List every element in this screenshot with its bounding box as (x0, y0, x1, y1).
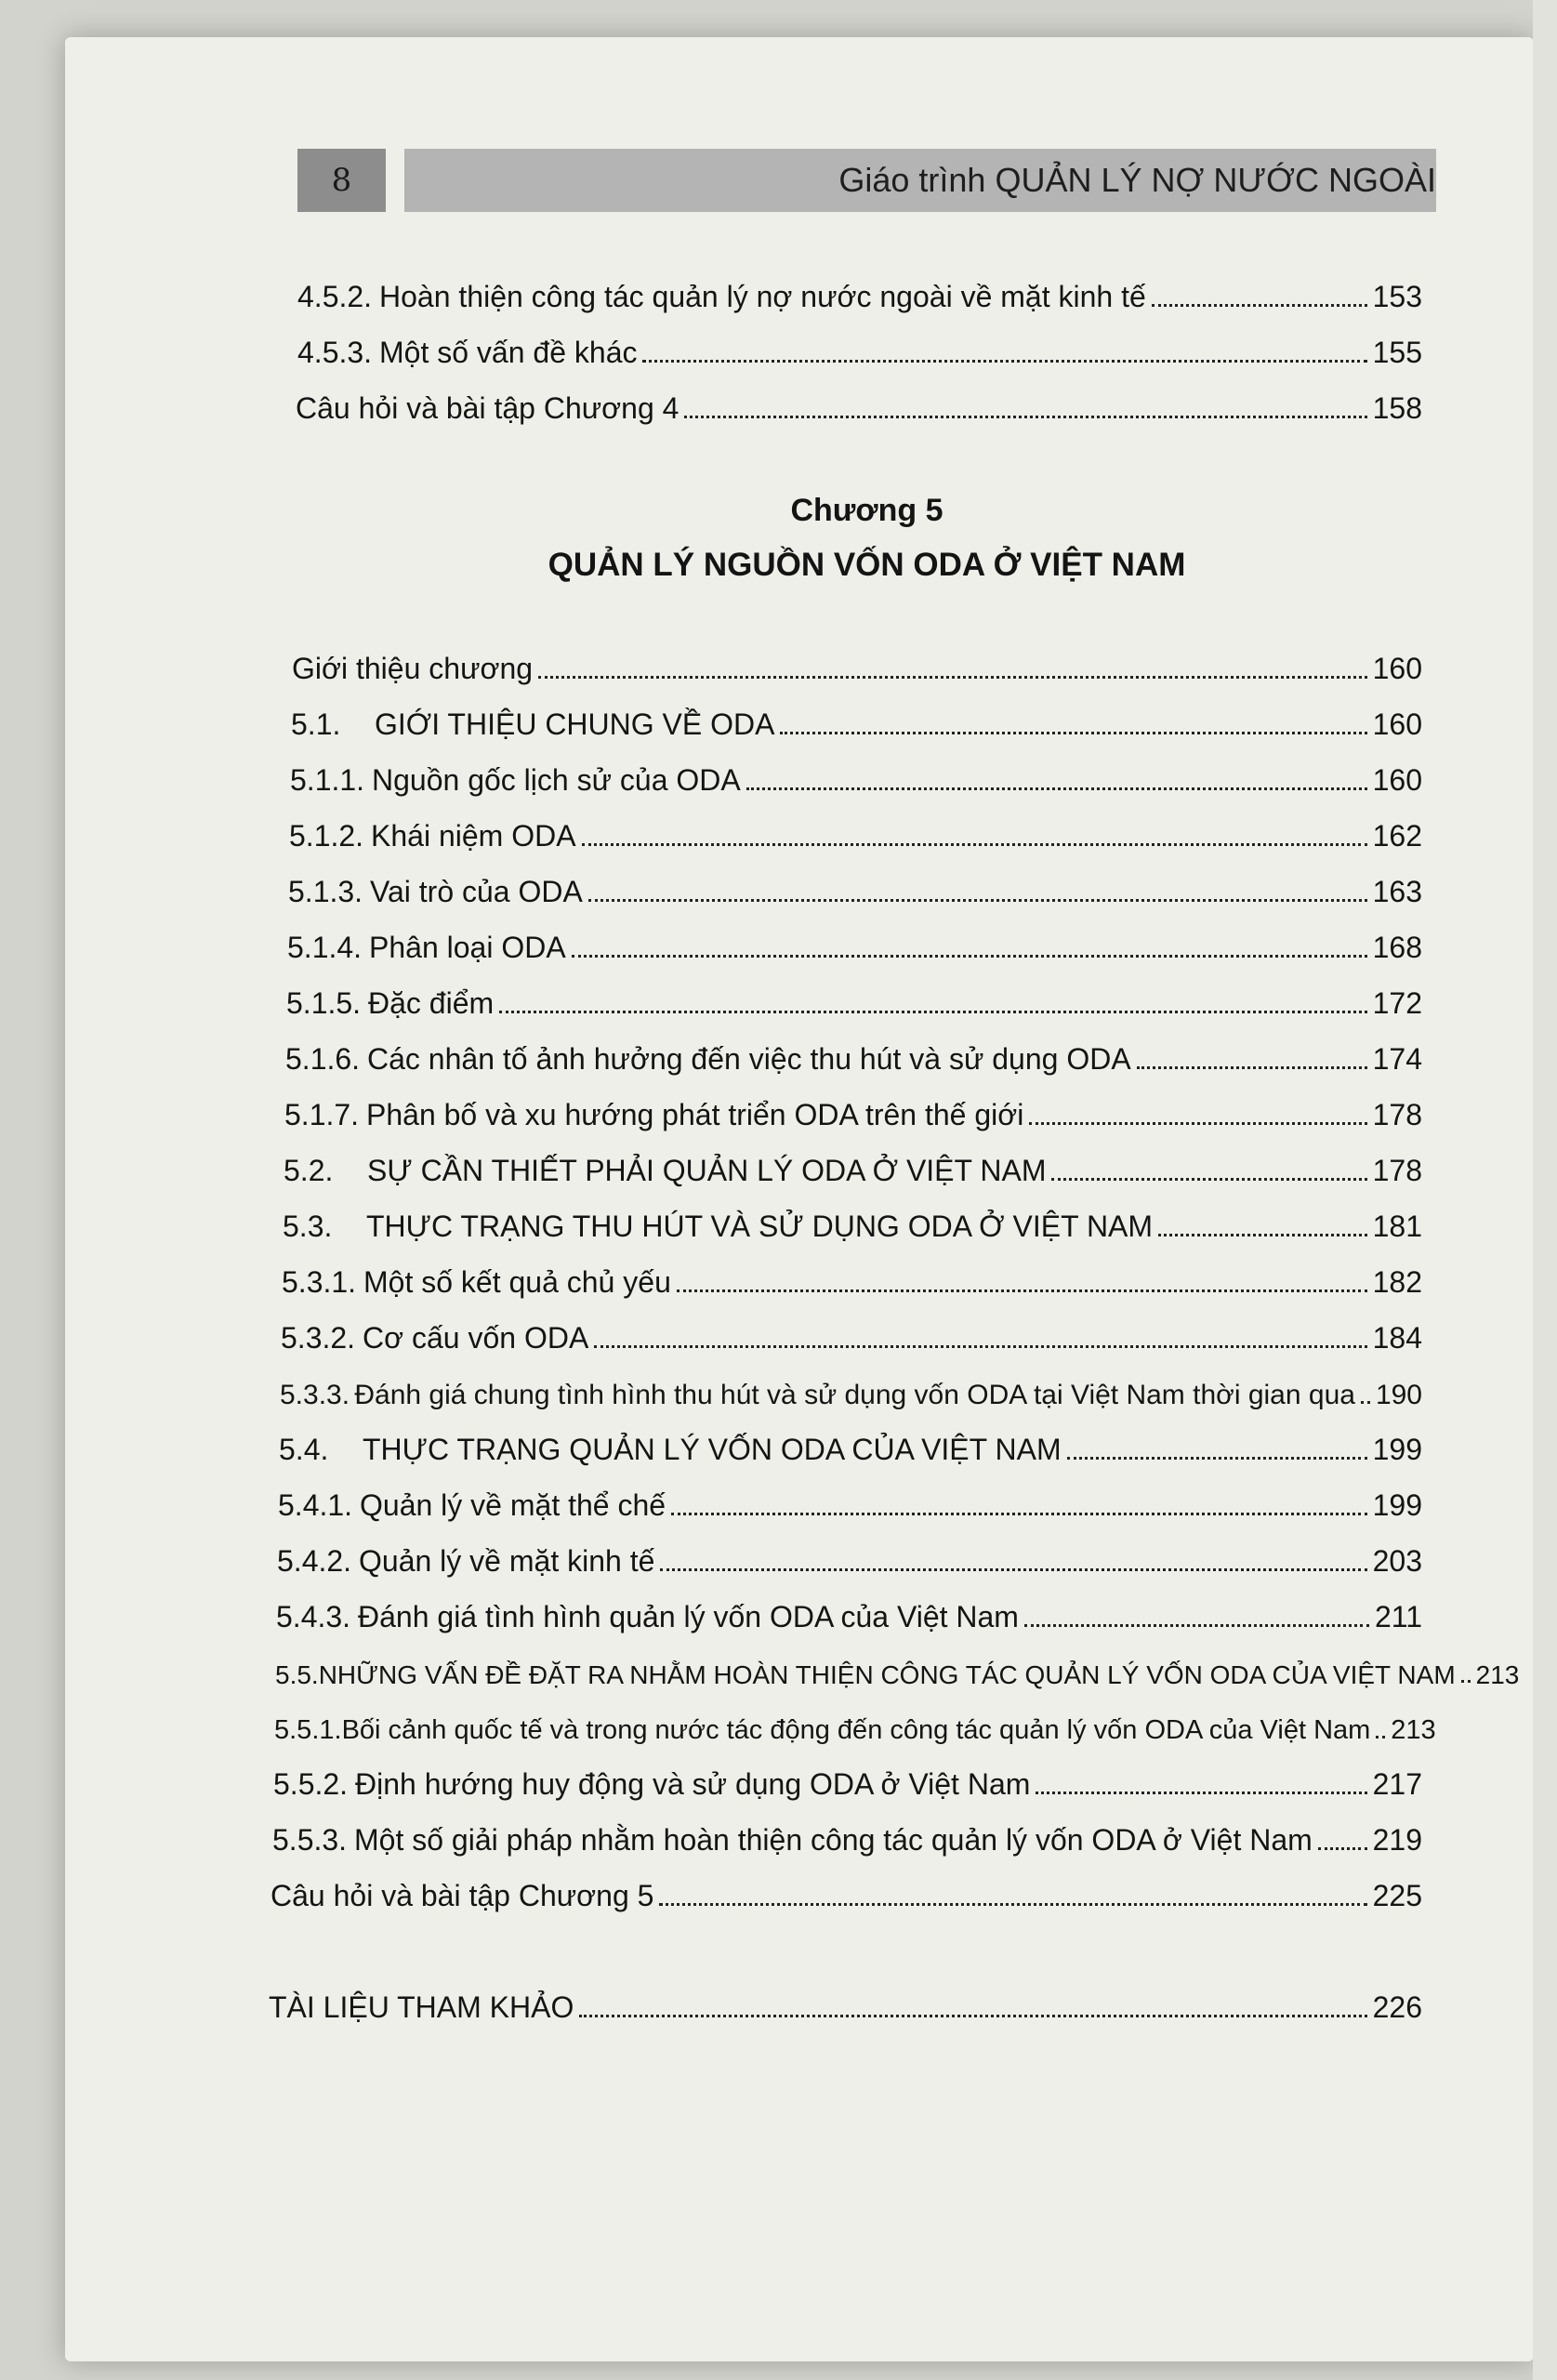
toc-entry-number: 5.1.5. (286, 986, 362, 1020)
toc-entry-number: 5.3. (283, 1210, 333, 1243)
chapter-title: QUẢN LÝ NGUỒN VỐN ODA Ở VIỆT NAM (548, 547, 1186, 583)
leader-dots (659, 1903, 1366, 1906)
toc-entry-page: 182 (1372, 1265, 1422, 1299)
leader-dots (1024, 1624, 1369, 1627)
toc-entry-page: 219 (1372, 1823, 1422, 1857)
page-header (297, 149, 1436, 212)
toc-entry-page: 160 (1372, 652, 1422, 685)
toc-entry-page: 213 (1391, 1715, 1436, 1745)
leader-dots (1036, 1792, 1366, 1794)
toc-entry-number: 5.1.3. (288, 875, 363, 908)
toc-entry-title: Giới thiệu chương (292, 652, 534, 685)
toc-entry (291, 697, 1422, 742)
toc-entry (297, 270, 1422, 314)
toc-entry-number: 5.4. (279, 1433, 329, 1466)
leader-dots (642, 360, 1366, 363)
leader-dots (588, 899, 1367, 902)
toc-entry-page: 163 (1372, 875, 1422, 908)
toc-entry-page: 162 (1372, 819, 1422, 853)
page-edge (1533, 0, 1557, 2380)
toc-entry-title: Một số kết quả chủ yếu (363, 1265, 671, 1299)
toc-entry-title: Bối cảnh quốc tế và trong nước tác động đến công tác quản lý vốn ODA của Việt Nam (341, 1715, 1371, 1745)
toc-entry-page: 190 (1375, 1380, 1422, 1410)
toc-entry-number: 5.5.1. (274, 1715, 342, 1745)
toc-entry-page: 178 (1372, 1098, 1422, 1131)
leader-dots (660, 1568, 1366, 1571)
toc-entry-page: 174 (1372, 1042, 1422, 1076)
toc-entry-page: 178 (1372, 1154, 1422, 1187)
toc-entry (290, 753, 1422, 798)
toc-entry-title: Cơ cấu vốn ODA (363, 1321, 589, 1355)
leader-dots (1152, 304, 1367, 307)
toc-entry (277, 1534, 1422, 1579)
toc-entry (279, 1422, 1422, 1467)
toc-entry (281, 1311, 1422, 1355)
toc-entry-number: 5.1. (291, 707, 341, 741)
leader-dots (1067, 1457, 1367, 1460)
leader-dots (1051, 1178, 1366, 1181)
toc-entry-title: GIỚI THIỆU CHUNG VỀ ODA (375, 707, 775, 741)
toc-entry-number: 5.5. (275, 1660, 319, 1689)
toc-entry-number: 5.5.2. (273, 1767, 349, 1801)
toc-entry-page: 199 (1372, 1433, 1422, 1466)
toc-entry-page: 203 (1372, 1544, 1422, 1578)
leader-dots (582, 843, 1367, 846)
toc-entry-number: 5.2. (284, 1154, 334, 1187)
leader-dots (684, 416, 1366, 418)
header-bar (404, 149, 1436, 212)
leader-dots (1461, 1680, 1471, 1683)
toc-entry-title: Các nhân tố ảnh hưởng đến việc thu hút và sử dụng ODA (367, 1042, 1131, 1076)
leader-dots (677, 1289, 1367, 1292)
toc-entry (274, 1701, 1436, 1746)
toc-entry-title: Quản lý về mặt thể chế (360, 1488, 666, 1522)
toc-entry (280, 1367, 1422, 1411)
toc-entry-title: Phân loại ODA (369, 931, 566, 964)
leader-dots (671, 1513, 1367, 1515)
toc-entry-number: 4.5.2. (297, 280, 373, 313)
toc-entry-number: 5.4.1. (278, 1488, 353, 1522)
book-title: Giáo trình QUẢN LÝ NỢ NƯỚC NGOÀI (838, 161, 1436, 199)
leader-dots (1137, 1066, 1367, 1069)
toc-entry-number: 5.3.2. (281, 1321, 356, 1355)
toc-entry (275, 1646, 1520, 1690)
toc-entry-number: 5.4.2. (277, 1544, 352, 1578)
toc-entry (297, 325, 1422, 370)
leader-dots (1376, 1736, 1385, 1739)
toc-entry (285, 1032, 1422, 1077)
toc-entry (284, 1144, 1422, 1188)
toc-entry-page: 160 (1372, 707, 1422, 741)
leader-dots (780, 732, 1366, 734)
toc-entry-title: THỰC TRẠNG THU HÚT VÀ SỬ DỤNG ODA Ở VIỆT NAM (366, 1210, 1154, 1243)
leader-dots (579, 2015, 1366, 2017)
toc-entry-page: 184 (1372, 1321, 1422, 1355)
toc-entry (287, 920, 1422, 965)
page-number: 8 (297, 149, 386, 212)
toc-entry-page: 153 (1372, 280, 1422, 313)
leader-dots (572, 955, 1367, 958)
toc-entry-page: 199 (1372, 1488, 1422, 1522)
toc-entry-title: Một số vấn đề khác (379, 336, 638, 369)
toc-entry (272, 1813, 1422, 1858)
toc-entry-page: 181 (1372, 1210, 1422, 1243)
toc-entry-title: Câu hỏi và bài tập Chương 4 (296, 391, 680, 425)
leader-dots (746, 787, 1367, 790)
toc-entry-number: 5.1.2. (289, 819, 364, 853)
toc-entry (276, 1590, 1422, 1634)
toc-entry-page: 158 (1372, 391, 1422, 425)
leader-dots (1318, 1847, 1367, 1850)
toc-entry-title: Đặc điểm (368, 986, 495, 1020)
leader-dots (499, 1011, 1366, 1013)
toc-entry-title: TÀI LIỆU THAM KHẢO (269, 1990, 574, 2024)
toc-entry-page: 155 (1372, 336, 1422, 369)
toc-entry-title: Một số giải pháp nhằm hoàn thiện công tác quản lý vốn ODA ở Việt Nam (354, 1823, 1313, 1857)
leader-dots (538, 676, 1367, 679)
toc-entry-title: Câu hỏi và bài tập Chương 5 (270, 1879, 654, 1912)
toc-entry (273, 1757, 1422, 1802)
toc-entry (292, 641, 1422, 686)
toc-entry-title: Khái niệm ODA (371, 819, 576, 853)
toc-entry (286, 976, 1422, 1021)
toc-entry-number: 5.3.1. (282, 1265, 357, 1299)
toc-entry (283, 1199, 1422, 1244)
toc-entry-page: 217 (1372, 1767, 1422, 1801)
toc-entry-title: Đánh giá tình hình quản lý vốn ODA của Việt Nam (358, 1600, 1019, 1633)
toc-entry-title: Vai trò của ODA (370, 875, 583, 908)
toc-entry-page: 168 (1372, 931, 1422, 964)
toc-entry-number: 4.5.3. (297, 336, 373, 369)
toc-entry (270, 1869, 1422, 1913)
toc-entry-title: Nguồn gốc lịch sử của ODA (372, 763, 741, 797)
toc-entry (289, 809, 1422, 853)
toc-entry-number: 5.5.3. (272, 1823, 348, 1857)
toc-entry-title: NHỮNG VẤN ĐỀ ĐẶT RA NHẰM HOÀN THIỆN CÔNG TÁC QUẢN LÝ VỐN ODA CỦA VIỆT NAM (318, 1660, 1456, 1689)
chapter-label: Chương 5 (790, 493, 943, 528)
toc-entry-page: 213 (1475, 1660, 1520, 1689)
toc-entry (296, 381, 1422, 426)
toc-entry-title: Quản lý về mặt kinh tế (359, 1544, 655, 1578)
toc-entry-title: Đánh giá chung tình hình thu hút và sử dụng vốn ODA tại Việt Nam thời gian qua (354, 1380, 1355, 1410)
toc-entry-title: THỰC TRẠNG QUẢN LÝ VỐN ODA CỦA VIỆT NAM (363, 1433, 1062, 1466)
toc-entry (278, 1478, 1422, 1523)
toc-entry-number: 5.1.7. (284, 1098, 360, 1131)
toc-entry-number: 5.3.3. (280, 1380, 350, 1410)
toc-entry-references (269, 1980, 1422, 2025)
toc-entry-title: Định hướng huy động và sử dụng ODA ở Việt Nam (355, 1767, 1031, 1801)
toc-entry (282, 1255, 1422, 1300)
toc-entry-title: Hoàn thiện công tác quản lý nợ nước ngoài về mặt kinh tế (379, 280, 1146, 313)
leader-dots (1029, 1122, 1366, 1125)
toc-entry-number: 5.1.4. (287, 931, 363, 964)
toc-entry-title: SỰ CẦN THIẾT PHẢI QUẢN LÝ ODA Ở VIỆT NAM (367, 1154, 1047, 1187)
toc-entry-number: 5.1.1. (290, 763, 365, 797)
toc-entry-number: 5.1.6. (285, 1042, 361, 1076)
leader-dots (1158, 1234, 1367, 1236)
toc-entry (284, 1088, 1422, 1132)
toc-entry-page: 226 (1372, 1990, 1422, 2024)
toc-entry-number: 5.4.3. (276, 1600, 351, 1633)
leader-dots (1361, 1401, 1370, 1404)
toc-entry-page: 225 (1372, 1879, 1422, 1912)
leader-dots (594, 1345, 1366, 1348)
toc-entry-page: 172 (1372, 986, 1422, 1020)
toc-entry (288, 865, 1422, 909)
toc-entry-page: 160 (1372, 763, 1422, 797)
toc-entry-title: Phân bố và xu hướng phát triển ODA trên thế giới (366, 1098, 1024, 1131)
toc-entry-page: 211 (1374, 1600, 1422, 1633)
